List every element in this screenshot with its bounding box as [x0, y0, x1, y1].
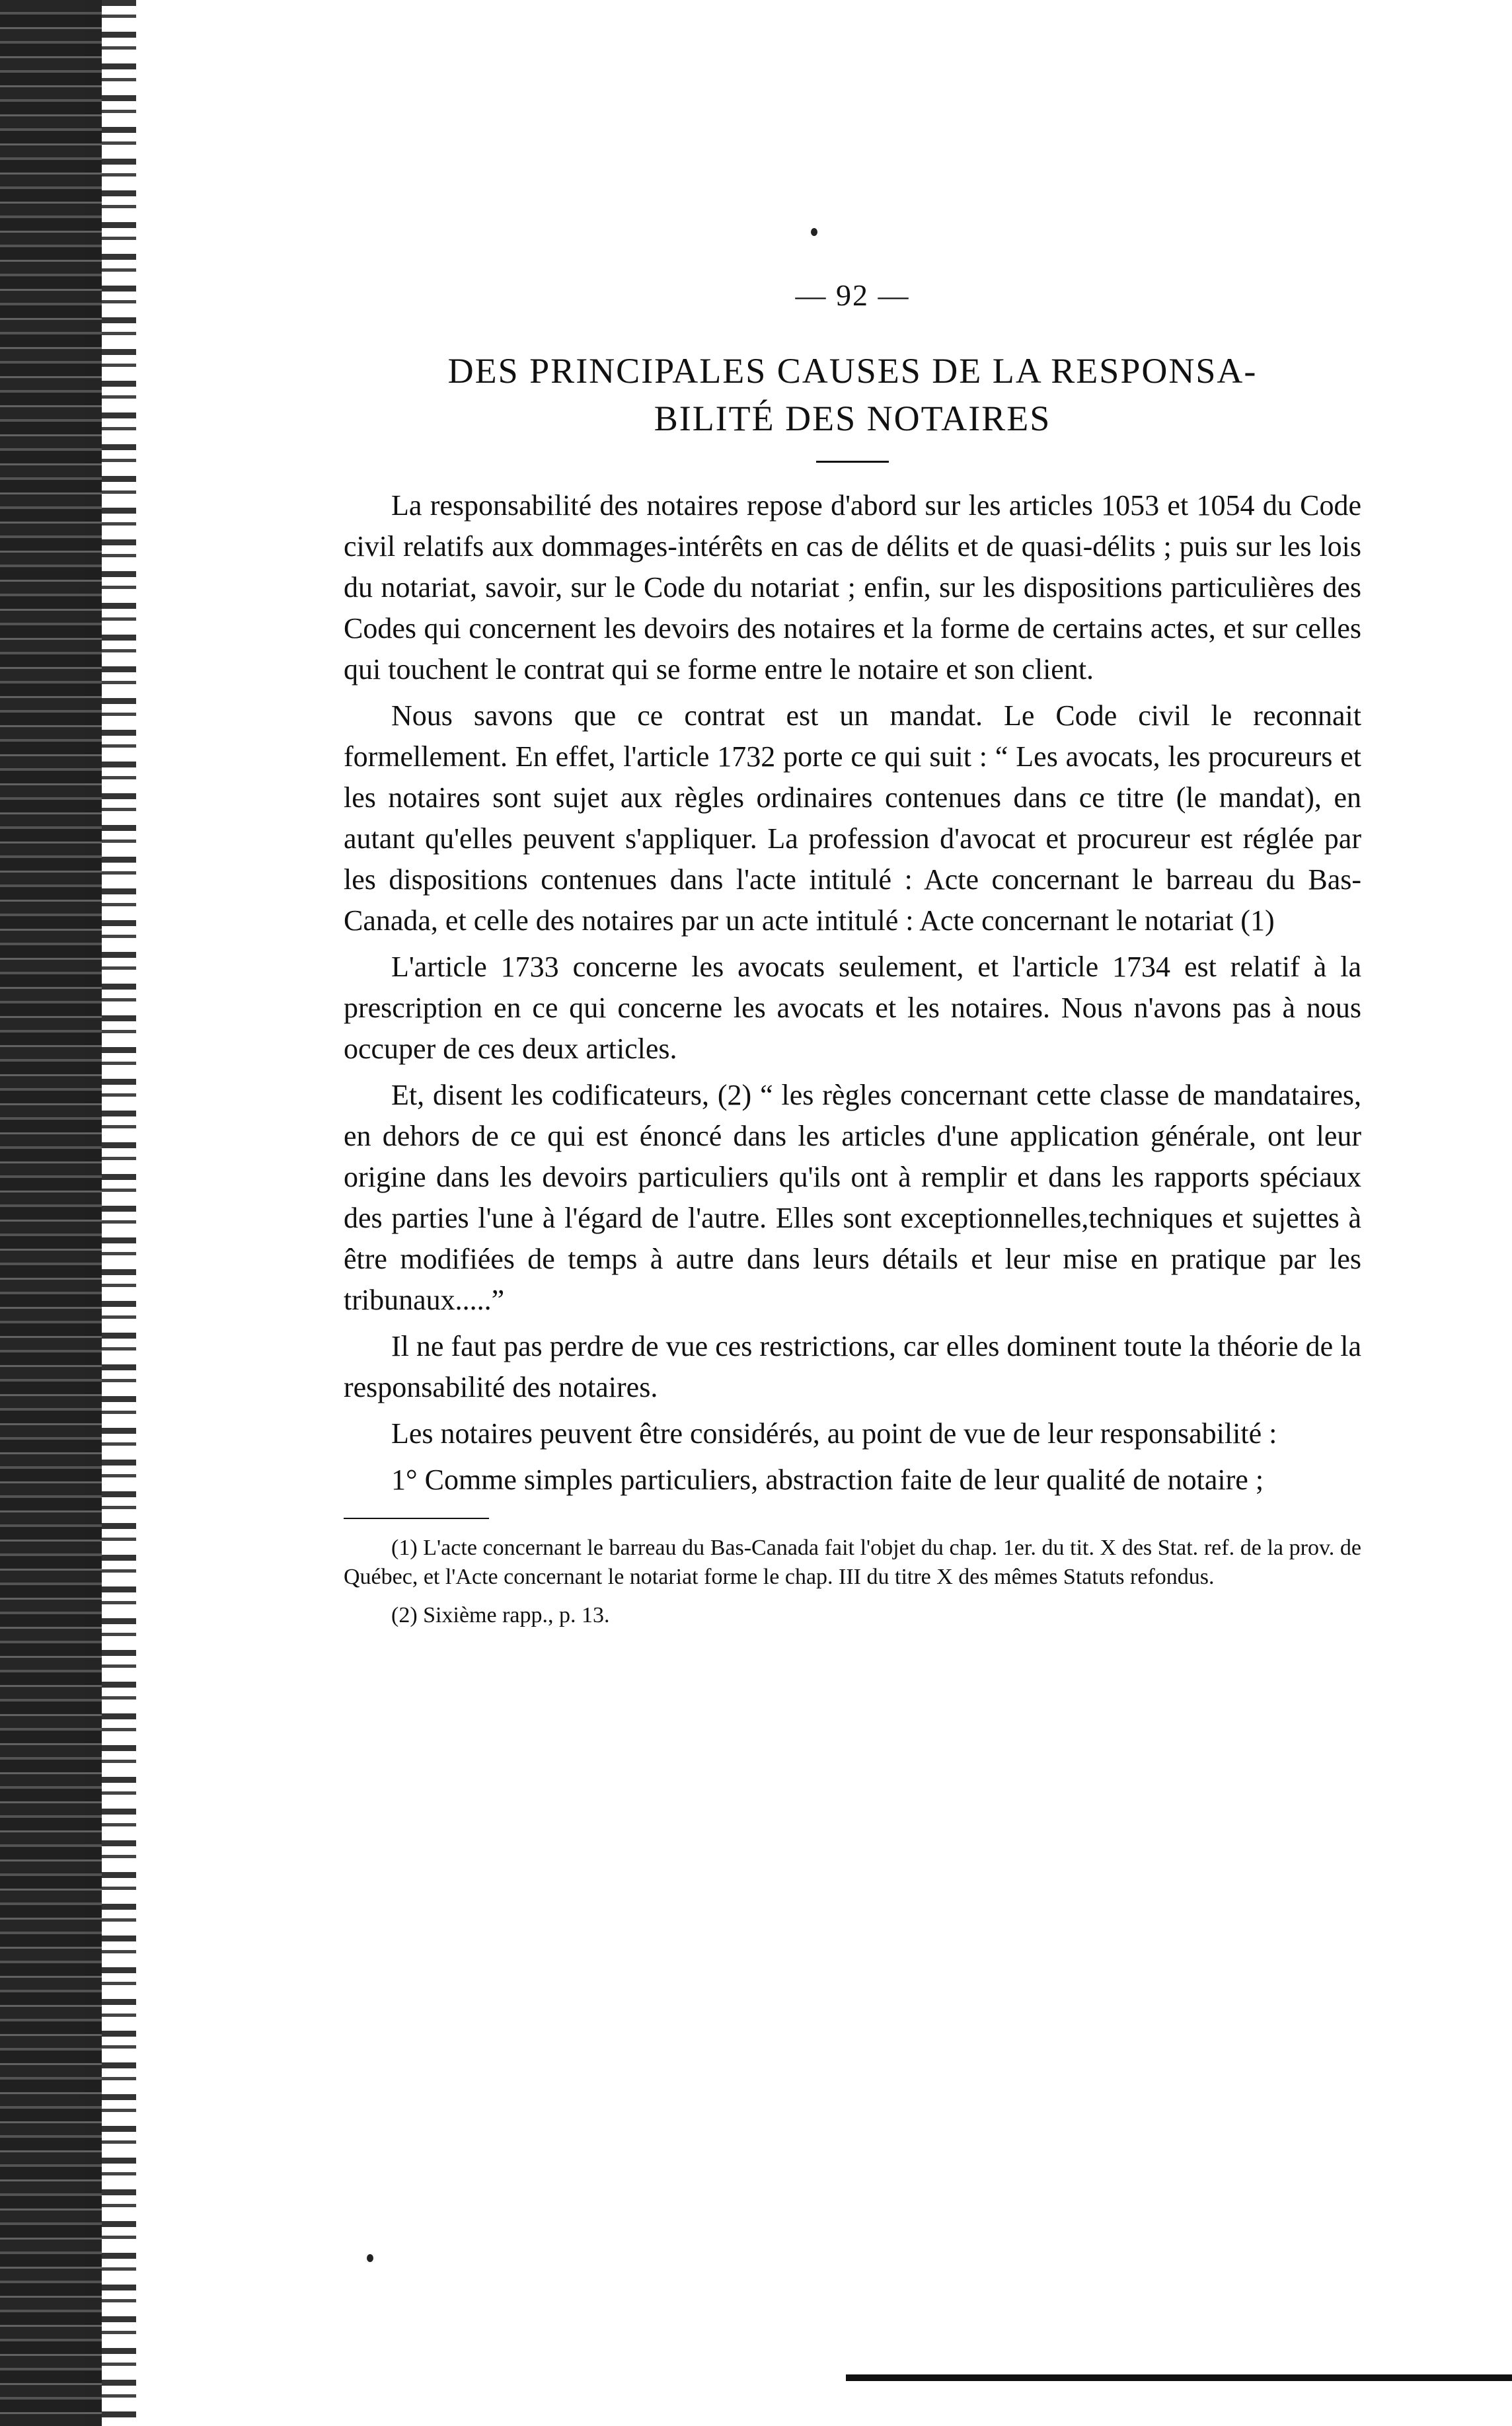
- ink-speck: [811, 228, 817, 236]
- page-number: — 92 —: [795, 278, 910, 312]
- footnote: (2) Sixième rapp., p. 13.: [391, 1603, 610, 1627]
- body-paragraph: L'article 1733 concerne les avocats seulement, et l'article 1734 est relatif à la prescription en ce qui concerne les avocats et les notaires. Nous n'avons pas à nous occuper de ces deux articles.: [344, 951, 1361, 1065]
- body-paragraph: Nous savons que ce contrat est un mandat. Le Code civil le reconnait formellement. En effet, l'article 1732 porte ce qui suit : “ Les avocats, les procureurs et les notaires sont sujet aux règles ordinaires contenues dans ce titre (le mandat), en autant qu'elles peuvent s'appliquer. La profession d'avocat et procureur est réglée par les dispositions contenues dans l'acte intitulé : Acte concernant le barreau du Bas-Canada, et celle des notaires par un acte intitulé : Acte concernant le notariat (1): [344, 699, 1361, 937]
- footnote-divider: [344, 1518, 489, 1519]
- footnote: (1) L'acte concernant le barreau du Bas-Canada fait l'objet du chap. 1er. du tit. X des Stat. ref. de la prov. de Québec, et l'Acte concernant le notariat forme le chap. III du titre X des mêmes Statuts refondus.: [344, 1536, 1361, 1589]
- title-divider: [816, 461, 889, 463]
- body-paragraph: La responsabilité des notaires repose d'abord sur les articles 1053 et 1054 du Code civil relatifs aux dommages-intérêts en cas de délits et de quasi-délits ; puis sur les lois du notariat, savoir, sur le Code du notariat ; enfin, sur les dispositions particulières des Codes qui concernent les devoirs des notaires et la forme de certains actes, et sur celles qui touchent le contrat qui se forme entre le notaire et son client.: [344, 489, 1361, 685]
- binding-edge: [0, 0, 119, 2426]
- chapter-title-line-1: DES PRINCIPALES CAUSES DE LA RESPONSA-: [447, 351, 1258, 391]
- ink-speck: [367, 2254, 373, 2262]
- chapter-title: [344, 347, 1361, 442]
- bottom-edge-mark: [846, 2374, 1512, 2381]
- body-paragraph: 1° Comme simples particuliers, abstraction faite de leur qualité de notaire ;: [391, 1464, 1264, 1496]
- page-content: [344, 278, 1361, 1639]
- chapter-title-line-2: BILITÉ DES NOTAIRES: [654, 399, 1051, 438]
- body-paragraph: Il ne faut pas perdre de vue ces restrictions, car elles dominent toute la théorie de la responsabilité des notaires.: [344, 1330, 1361, 1403]
- body-paragraph: Les notaires peuvent être considérés, au point de vue de leur responsabilité :: [391, 1417, 1277, 1450]
- body-paragraph: Et, disent les codificateurs, (2) “ les règles concernant cette classe de mandataires, en dehors de ce qui est énoncé dans les articles d'une application générale, ont leur origine dans les devoirs particuliers qu'ils ont à remplir et dans les rapports spéciaux des parties l'une à l'égard de l'autre. Elles sont exceptionnelles,techniques et sujettes à être modifiées de temps à autre dans leurs détails et leur mise en pratique par les tribunaux.....”: [344, 1079, 1361, 1316]
